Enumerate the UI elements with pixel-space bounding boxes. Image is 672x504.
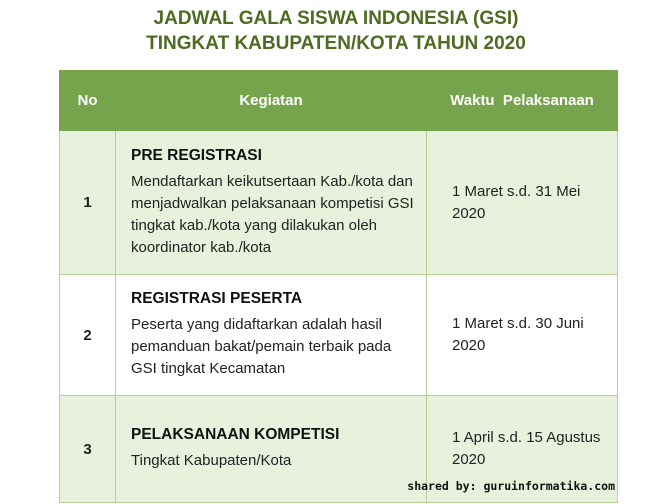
page-title (0, 6, 672, 56)
header-no: No (60, 71, 116, 131)
table-row (60, 275, 618, 396)
activity-time: 1 Maret s.d. 31 Mei 2020 (427, 131, 618, 275)
title-line-2: TINGKAT KABUPATEN/KOTA TAHUN 2020 (146, 33, 526, 54)
activity-name: REGISTRASI PESERTA (131, 290, 303, 307)
row-number: 2 (60, 275, 116, 396)
activity-time: 1 Maret s.d. 30 Juni 2020 (427, 275, 618, 396)
activity-cell (116, 396, 427, 503)
activity-name: PRE REGISTRASI (131, 146, 262, 164)
activity-time: 1 April s.d. 15 Agustus 2020 (427, 396, 618, 503)
title-line-1: JADWAL GALA SISWA INDONESIA (GSI) (153, 8, 519, 29)
activity-desc: Peserta yang didaftarkan adalah hasil pemanduan bakat/pemain terbaik pada GSI tingkat Kecamatan (131, 316, 392, 377)
table-header-row (60, 71, 618, 131)
footer-credit: shared by: guruinformatika.com (407, 479, 615, 493)
activity-desc: Tingkat Kabupaten/Kota (131, 452, 292, 469)
header-kegiatan: Kegiatan (116, 71, 427, 131)
table-row (60, 131, 618, 275)
row-number: 3 (60, 396, 116, 503)
activity-cell (116, 131, 427, 275)
activity-desc: Mendaftarkan keikutsertaan Kab./kota dan menjadwalkan pelaksanaan kompetisi GSI tingkat kab./kota yang dilakukan oleh koordinator kab./kota (131, 172, 414, 256)
header-waktu: Waktu Pelaksanaan (427, 71, 618, 131)
activity-name: PELAKSANAAN KOMPETISI (131, 426, 340, 443)
activity-cell (116, 275, 427, 396)
schedule-table (59, 70, 618, 503)
row-number: 1 (60, 131, 116, 275)
